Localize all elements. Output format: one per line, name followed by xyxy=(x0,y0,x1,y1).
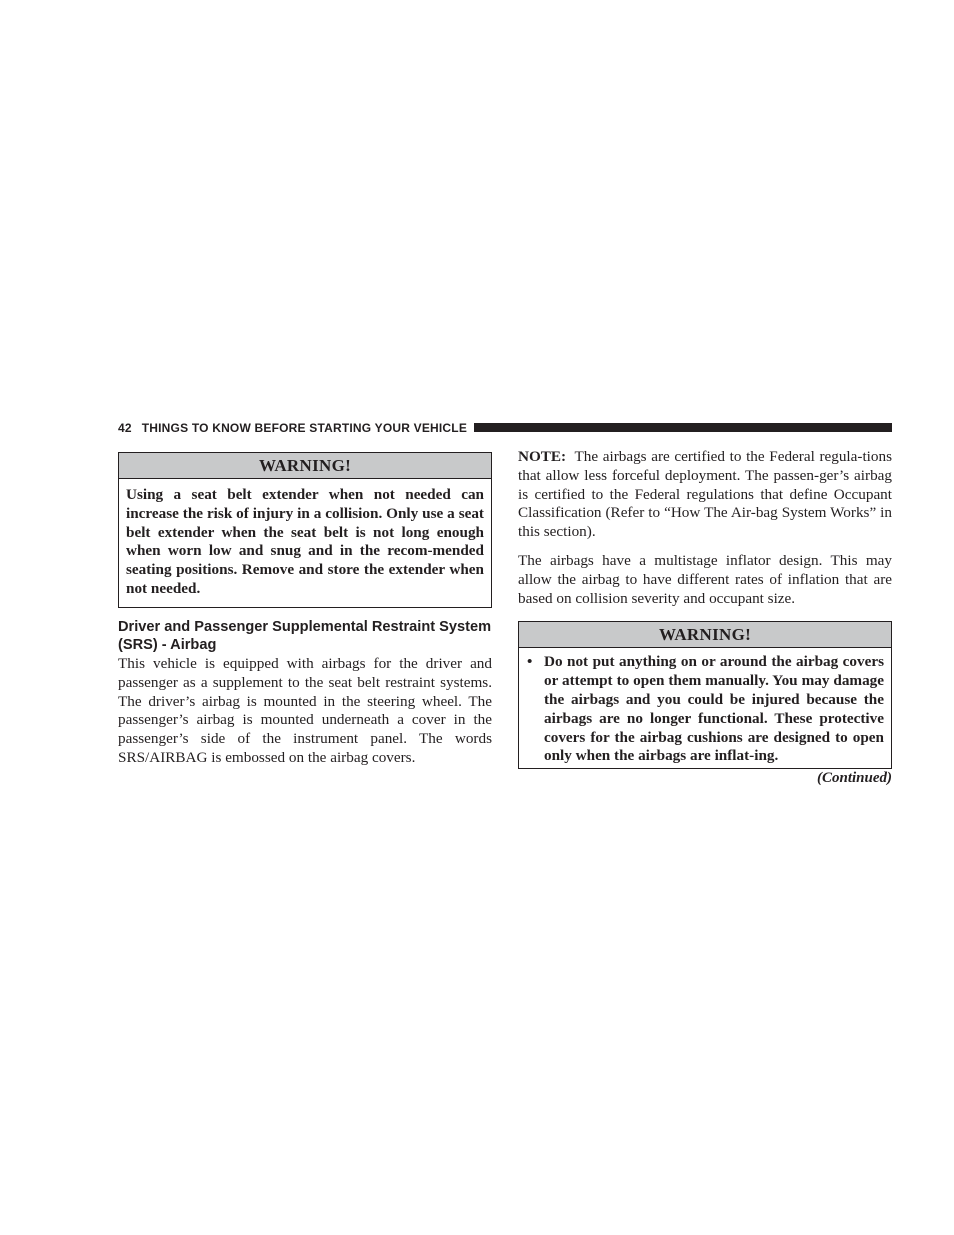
warning-bullet-item xyxy=(527,653,884,766)
body-paragraph: The airbags have a multistage inflator design. This may allow the airbag to have different rates of inflation that are based on collision severity and occupant size. xyxy=(518,551,892,607)
continued-label: (Continued) xyxy=(816,770,892,787)
right-column xyxy=(518,448,892,787)
warning-bullet-text: Do not put anything on or around the airbag covers or attempt to open them manually. You may damage the airbags and you could be injured because the airbags are no longer functional. These protective covers for the airbag cushions are designed to open only when the airbags are inflat-ing. xyxy=(544,653,884,765)
page-header xyxy=(118,419,892,436)
header-rule xyxy=(474,423,892,432)
warning-box-airbag-covers xyxy=(518,621,892,769)
warning-box-seat-belt-extender xyxy=(118,452,492,608)
note-text: The airbags are certified to the Federal regula-tions that allow less forceful deployment. The passen-ger’s airbag is certified to the Federal regulations that define Occupant Classification (Refer to “How The Air-bag System Works” in this section). xyxy=(518,448,892,541)
left-column xyxy=(118,452,492,768)
bullet-icon: • xyxy=(527,653,533,671)
warning-bullet-list xyxy=(519,648,891,768)
note-label: NOTE: xyxy=(518,448,567,465)
page-number: 42 xyxy=(118,420,132,435)
chapter-title: THINGS TO KNOW BEFORE STARTING YOUR VEHICLE xyxy=(141,420,468,435)
note-paragraph xyxy=(518,448,892,542)
section-heading: Driver and Passenger Supplemental Restraint System (SRS) - Airbag xyxy=(118,618,492,654)
body-paragraph: This vehicle is equipped with airbags for the driver and passenger as a supplement to the seat belt restraint systems. The driver’s airbag is mounted in the steering wheel. The passenger’s airbag is mounted underneath a cover in the passenger’s side of the instrument panel. The words SRS/AIRBAG is embossed on the airbag covers. xyxy=(118,654,492,766)
warning-title: WARNING! xyxy=(119,453,491,479)
warning-text: Using a seat belt extender when not needed can increase the risk of injury in a collision. Only use a seat belt extender when the seat belt is not long enough when worn low and snug and in the recom-mended seating positions. Remove and store the extender when not needed. xyxy=(126,486,484,597)
warning-title: WARNING! xyxy=(519,622,891,648)
